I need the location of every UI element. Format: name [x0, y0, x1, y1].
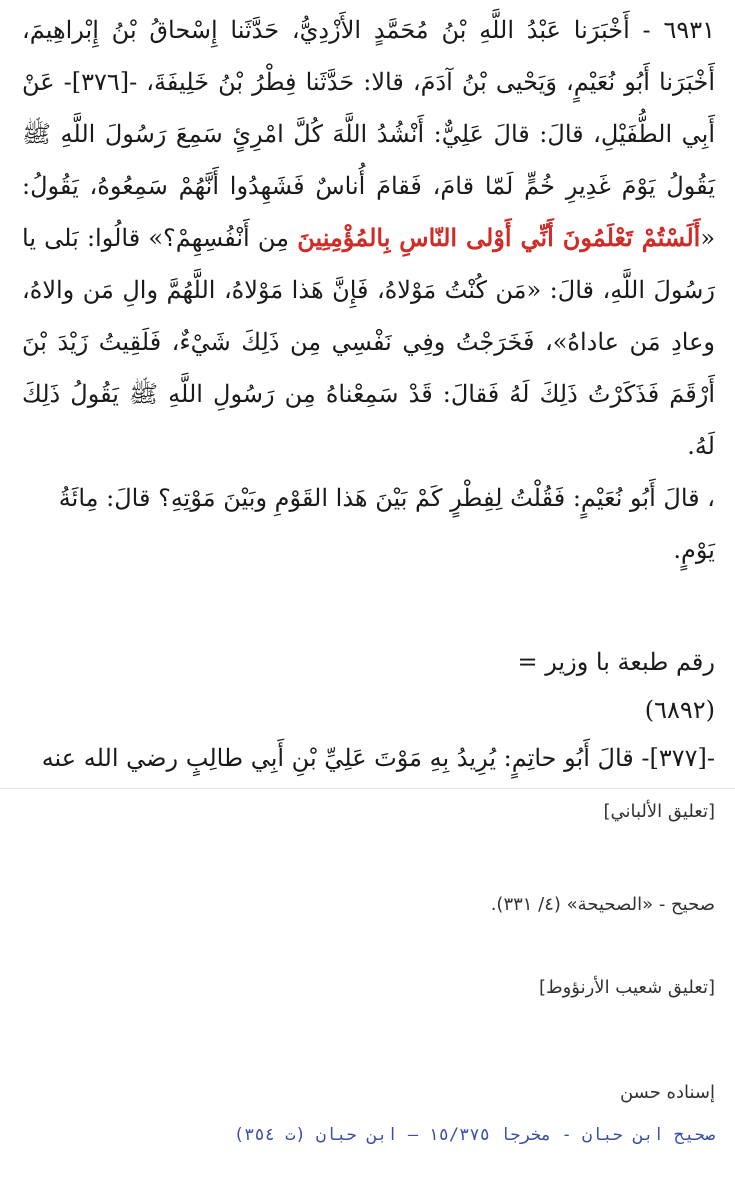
arnaut-heading: [تعليق شعيب الأرنؤوط] [538, 977, 715, 998]
arnaut-grading: إسناده حسن [619, 1082, 715, 1103]
source-link[interactable]: صحيح ابن حبان - مخرجا ١٥/٣٧٥ — ابن حبان (ت ٣٥٤) [233, 1125, 715, 1145]
albani-heading: [تعليق الألباني] [603, 801, 715, 822]
narration-377: -[٣٧٧]- قالَ أَبُو حاتِمٍ: يُرِيدُ بِهِ مَوْتَ عَلِيِّ بْنِ أَبِي طالِبٍ رضي الله عنه [41, 744, 715, 772]
edition-label: رقم طبعة با وزير = [517, 648, 715, 676]
albani-grading: صحيح - «الصحيحة» (٤/ ٣٣١). [490, 894, 715, 915]
hadith-text-before: ٦٩٣١ - أَخْبَرَنا عَبْدُ اللَّهِ بْنُ مُحَمَّدٍ الأَزْدِيُّ، حَدَّثَنا إِسْحاقُ بْنُ إِبْراهِيمَ، أَخْبَرَنا أَبُو نُعَيْمٍ، وَيَحْيى بْنُ آدَمَ، قالا: حَدَّثَنا فِطْرُ بْنُ خَلِيفَةَ، -[٣٧٦]- عَنْ أَبِي الطُّفَيْلِ، قالَ: قالَ عَلِيٌّ: أَنْشُدُ اللَّهَ كُلَّ امْرِئٍ سَمِعَ رَسُولَ اللَّهِ ﷺ يَقُولُ يَوْمَ غَدِيرِ خُمٍّ لَمّا قامَ، فَقامَ أُناسٌ فَشَهِدُوا أَنَّهُمْ سَمِعُوهُ، يَقُولُ: « [22, 16, 715, 252]
abu-nuaym-note: ، قالَ أَبُو نُعَيْمٍ: فَقُلْتُ لِفِطْرٍ كَمْ بَيْنَ هَذا القَوْمِ وبَيْنَ مَوْتِهِ؟ قالَ: مِائَةُ يَوْمٍ. [58, 484, 715, 564]
hadith-text [22, 4, 715, 472]
spacer [22, 576, 715, 638]
hadith-highlight: أَلَسْتُمْ تَعْلَمُونَ أَنِّي أَوْلى النّاسِ بِالمُؤْمِنِينَ [297, 223, 701, 252]
hadith-text-after: مِن أَنْفُسِهِمْ؟» قالُوا: بَلى يا رَسُولَ اللَّهِ، قالَ: «مَن كُنْتُ مَوْلاهُ، فَإِنَّ هَذا مَوْلاهُ، اللَّهُمَّ والِ مَن والاهُ، وعادِ مَن عاداهُ»، فَخَرَجْتُ وفِي نَفْسِي مِن ذَلِكَ شَيْءٌ، فَلَقِيتُ زَيْدَ بْنَ أَرْقَمَ فَذَكَرْتُ ذَلِكَ لَهُ فَقالَ: قَدْ سَمِعْناهُ مِن رَسُولِ اللَّهِ ﷺ يَقُولُ ذَلِكَ لَهُ. [22, 224, 715, 460]
section-divider [0, 788, 735, 789]
edition-number: (٦٨٩٢) [644, 696, 715, 724]
